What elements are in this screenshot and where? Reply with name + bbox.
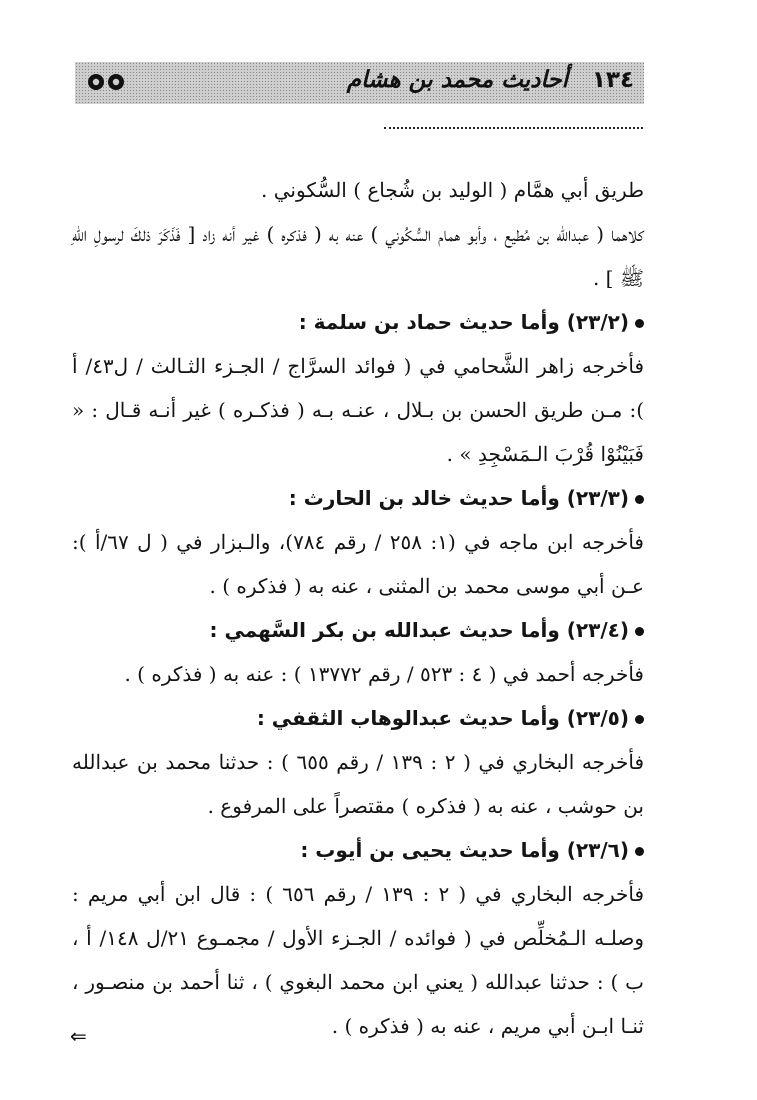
paragraph: طريق أبي همَّام ( الوليد بن شُجاع ) السُّكوني .	[261, 178, 644, 202]
section-heading: (٢٣/٢) وأما حديث حماد بن سلمة :	[72, 300, 644, 344]
bullet-icon	[635, 319, 644, 328]
section-heading: (٢٣/٤) وأما حديث عبدالله بن بكر السَّهمي :	[72, 608, 644, 652]
bullet-icon	[635, 715, 644, 724]
dotted-rule	[384, 127, 643, 129]
section-body: فأخرجه زاهر الشَّحامي في ( فوائد السرَّاج / الجـزء الثـالث / ل٤٣/ أ ): مـن طريق الحسن بن بـلال ، عنـه بـه ( فذكـره ) غير أنـه قـال : « فَبَيْنُوْا قُرْبَ الـمَسْجِدِ » .	[72, 354, 644, 466]
bullet-icon	[635, 627, 644, 636]
main-text	[72, 168, 644, 1048]
running-title: أحاديث محمد بن هشام	[346, 67, 568, 93]
section-body: فأخرجه البخاري في ( ٢ : ١٣٩ / رقم ٦٥٥ ) : حدثنا محمد بن عبدالله بن حوشب ، عنه به ( فذكره ) مقتصراً على المرفوع .	[72, 750, 645, 818]
bullet-icon	[635, 495, 644, 504]
section-body: فأخرجه البخاري في ( ٢ : ١٣٩ / رقم ٦٥٦ ) : قال ابن أبي مريم : وصلـه الـمُخلِّص في ( فوائده / الجـزء الأول / مجمـوع ٢١/ل ١٤٨/ أ ، ب ) : حدثنا عبدالله ( يعني ابن محمد البغوي ) ، ثنا أحمد بن منصـور ، ثنـا ابـن أبي مريم ، عنه به ( فذكره ) .	[72, 882, 645, 1038]
ornament-dots-icon	[85, 70, 129, 94]
section-heading: (٢٣/٥) وأما حديث عبدالوهاب الثقفي :	[72, 696, 644, 740]
page-number: ١٣٤	[591, 67, 634, 93]
next-page-arrow-icon: ⇐	[70, 1024, 87, 1048]
section-body: فأخرجه ابن ماجه في (١: ٢٥٨ / رقم ٧٨٤)، والـبزار في ( ل ٦٧/أ ): عـن أبي موسى محمد بن المثنى ، عنه به ( فذكره ) .	[72, 530, 644, 598]
section-body: فأخرجه أحمد في ( ٤ : ٥٢٣ / رقم ١٣٧٧٢ ) : عنه به ( فذكره ) .	[124, 662, 644, 686]
section-heading: (٢٣/٣) وأما حديث خالد بن الحارث :	[72, 476, 644, 520]
section-heading: (٢٣/٦) وأما حديث يحيى بن أيوب :	[72, 828, 644, 872]
bullet-icon	[635, 847, 644, 856]
page-header	[75, 62, 644, 104]
paragraph: كلاهما ( عبدالله بن مُطيع ، وأبو همام السُّكُوني ) عنه به ( فذكره ) غير أنه زاد [ فَذَكَرَ ذلكَ لرسولِ اللهِ ﷺ ] .	[72, 222, 644, 290]
